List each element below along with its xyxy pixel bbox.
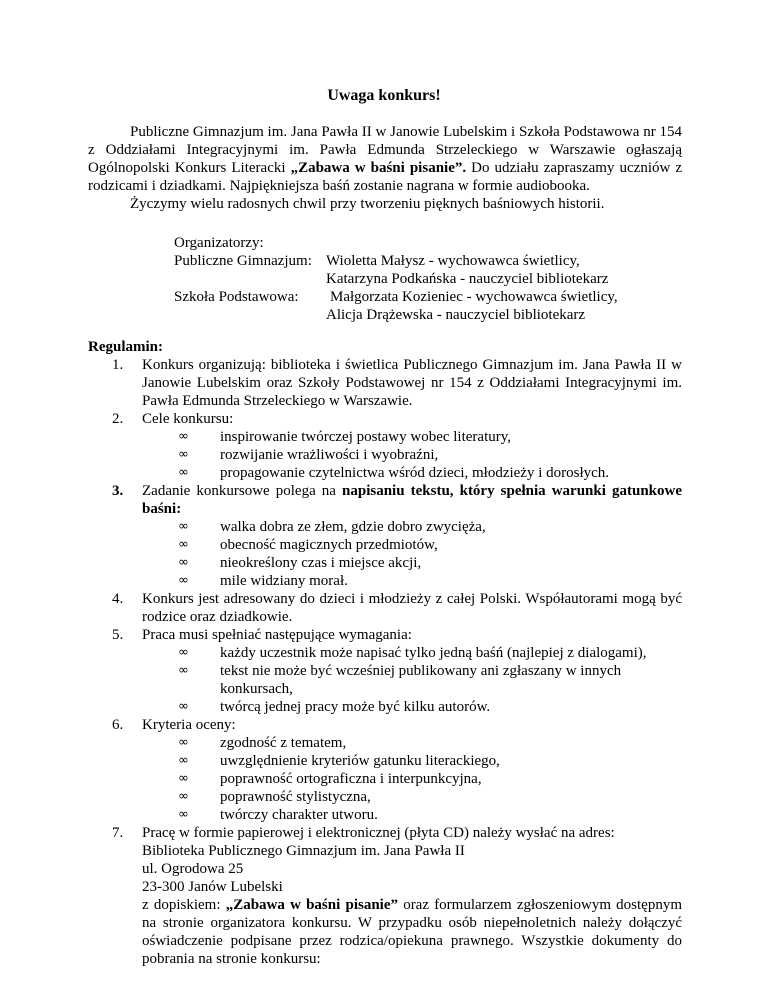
address-line-2: ul. Ogrodowa 25 <box>142 861 244 877</box>
rule-number: 1. <box>112 357 124 373</box>
infinity-bullet-icon: ∞ <box>178 771 189 786</box>
list-item: ∞ nieokreślony czas i miejsce akcji, <box>178 555 422 571</box>
rule-number: 6. <box>112 717 124 733</box>
szkola-label: Szkoła Podstawowa: <box>174 289 299 305</box>
genre-list <box>142 518 682 590</box>
rule-text: Cele konkursu: <box>142 411 234 427</box>
organizers-block <box>174 234 618 324</box>
rule-1 <box>88 356 682 410</box>
infinity-bullet-icon: ∞ <box>178 537 189 552</box>
rule-2 <box>88 410 682 482</box>
szkola-person-1: Małgorzata Kozieniec - wychowawca świetlicy, <box>330 289 618 305</box>
infinity-bullet-icon: ∞ <box>178 735 189 750</box>
list-item: ∞ każdy uczestnik może napisać tylko jedną baśń (najlepiej z dialogami), <box>178 645 647 661</box>
list-item: ∞ inspirowanie twórczej postawy wobec literatury, <box>178 429 512 445</box>
requirements-list <box>142 644 682 716</box>
rule-4 <box>88 590 682 626</box>
rule-6 <box>88 716 682 824</box>
rule-text: Konkurs jest adresowany do dzieci i młodzieży z całej Polski. Współautorami mogą być rodzice oraz dziadkowie. <box>142 591 682 625</box>
goals-list <box>142 428 682 482</box>
infinity-bullet-icon: ∞ <box>178 519 189 534</box>
rule-7 <box>88 824 682 968</box>
gimnazjum-person-2: Katarzyna Podkańska - nauczyciel bibliotekarz <box>326 271 609 287</box>
address-line-1: Biblioteka Publicznego Gimnazjum im. Jana Pawła II <box>142 843 465 859</box>
gimnazjum-label: Publiczne Gimnazjum: <box>174 253 312 269</box>
postal-address <box>142 842 682 896</box>
list-item: ∞ zgodność z tematem, <box>178 735 347 751</box>
list-item: ∞ obecność magicznych przedmiotów, <box>178 537 438 553</box>
infinity-bullet-icon: ∞ <box>178 645 189 660</box>
rule-text: Konkurs organizują: biblioteka i świetlica Publicznego Gimnazjum im. Jana Pawła II w Janowie Lubelskim oraz Szkoły Podstawowej nr 154 z Oddziałami Integracyjnymi im. Pawła Edmunda Strzeleckiego w Warszawie. <box>142 357 682 409</box>
rule-number: 2. <box>112 411 124 427</box>
rule-text: Praca musi spełniać następujące wymagania: <box>142 627 412 643</box>
list-item: ∞ poprawność stylistyczna, <box>178 789 371 805</box>
page-title: Uwaga konkurs! <box>327 87 441 104</box>
rule-7-tail: z dopiskiem: „Zabawa w baśni pisanie” oraz formularzem zgłoszeniowym dostępnym na stronie organizatora konkursu. W przypadku osób niepełnoletnich należy dołączyć oświadczenie podpisane przez rodzica/opiekuna prawnego. Wszystkie dokumenty do pobrania na stronie konkursu: <box>142 897 683 967</box>
list-item: ∞ uwzględnienie kryteriów gatunku literackiego, <box>178 753 500 769</box>
rule-text: Kryteria oceny: <box>142 717 236 733</box>
infinity-bullet-icon: ∞ <box>178 447 189 462</box>
infinity-bullet-icon: ∞ <box>178 753 189 768</box>
rule-5 <box>88 626 682 716</box>
infinity-bullet-icon: ∞ <box>178 663 189 678</box>
rules-heading: Regulamin: <box>88 339 163 355</box>
infinity-bullet-icon: ∞ <box>178 699 189 714</box>
rules-list <box>88 356 682 968</box>
rule-number: 4. <box>112 591 124 607</box>
contest-name: „Zabawa w baśni pisanie” <box>225 897 398 913</box>
criteria-list <box>142 734 682 824</box>
intro-text-b: Do udziału zapraszamy uczniów z rodzicami i dziadkami. Najpiękniejsza baśń zostanie nagrana w formie audiobooka. <box>88 160 683 194</box>
list-item: ∞ twórcą jednej pracy może być kilku autorów. <box>178 699 491 715</box>
intro-paragraph <box>88 123 682 195</box>
list-item: ∞ twórczy charakter utworu. <box>178 807 378 823</box>
rule-text-bold: napisaniu tekstu, który spełnia warunki gatunkowe baśni: <box>142 483 682 517</box>
rule-number: 5. <box>112 627 124 643</box>
infinity-bullet-icon: ∞ <box>178 789 189 804</box>
infinity-bullet-icon: ∞ <box>178 807 189 822</box>
rule-text: Pracę w formie papierowej i elektronicznej (płyta CD) należy wysłać na adres: <box>142 825 615 841</box>
list-item: ∞ walka dobra ze złem, gdzie dobro zwycięża, <box>178 519 486 535</box>
infinity-bullet-icon: ∞ <box>178 555 189 570</box>
wish-paragraph: Życzymy wielu radosnych chwil przy tworzeniu pięknych baśniowych historii. <box>130 196 605 212</box>
gimnazjum-person-1: Wioletta Małysz - wychowawca świetlicy, <box>326 253 580 269</box>
list-item: ∞ tekst nie może być wcześniej publikowany ani zgłaszany w innych konkursach, <box>178 663 622 697</box>
intro-text-a: Publiczne Gimnazjum im. Jana Pawła II w Janowie Lubelskim i Szkoła Podstawowa nr 154 z Oddziałami Integracyjnymi im. Pawła Edmunda Strzeleckiego w Warszawie ogłaszają Ogólnopolski Konkurs Literacki <box>88 124 682 176</box>
address-line-3: 23-300 Janów Lubelski <box>142 879 283 895</box>
list-item: ∞ mile widziany morał. <box>178 573 348 589</box>
rules-section <box>88 356 682 968</box>
infinity-bullet-icon: ∞ <box>178 573 189 588</box>
contest-name: „Zabawa w baśni pisanie”. <box>290 160 467 176</box>
rule-number: 3. <box>112 483 124 499</box>
rule-text: Zadanie konkursowe polega na <box>142 483 343 499</box>
list-item: ∞ rozwijanie wrażliwości i wyobraźni, <box>178 447 439 463</box>
infinity-bullet-icon: ∞ <box>178 429 189 444</box>
organizers-heading: Organizatorzy: <box>174 235 264 251</box>
list-item: ∞ poprawność ortograficzna i interpunkcyjna, <box>178 771 482 787</box>
szkola-person-2: Alicja Drążewska - nauczyciel bibliotekarz <box>326 307 586 323</box>
rule-number: 7. <box>112 825 124 841</box>
list-item: ∞ propagowanie czytelnictwa wśród dzieci, młodzieży i dorosłych. <box>178 465 610 481</box>
intro-section <box>88 123 682 213</box>
infinity-bullet-icon: ∞ <box>178 465 189 480</box>
rule-3 <box>88 482 682 590</box>
